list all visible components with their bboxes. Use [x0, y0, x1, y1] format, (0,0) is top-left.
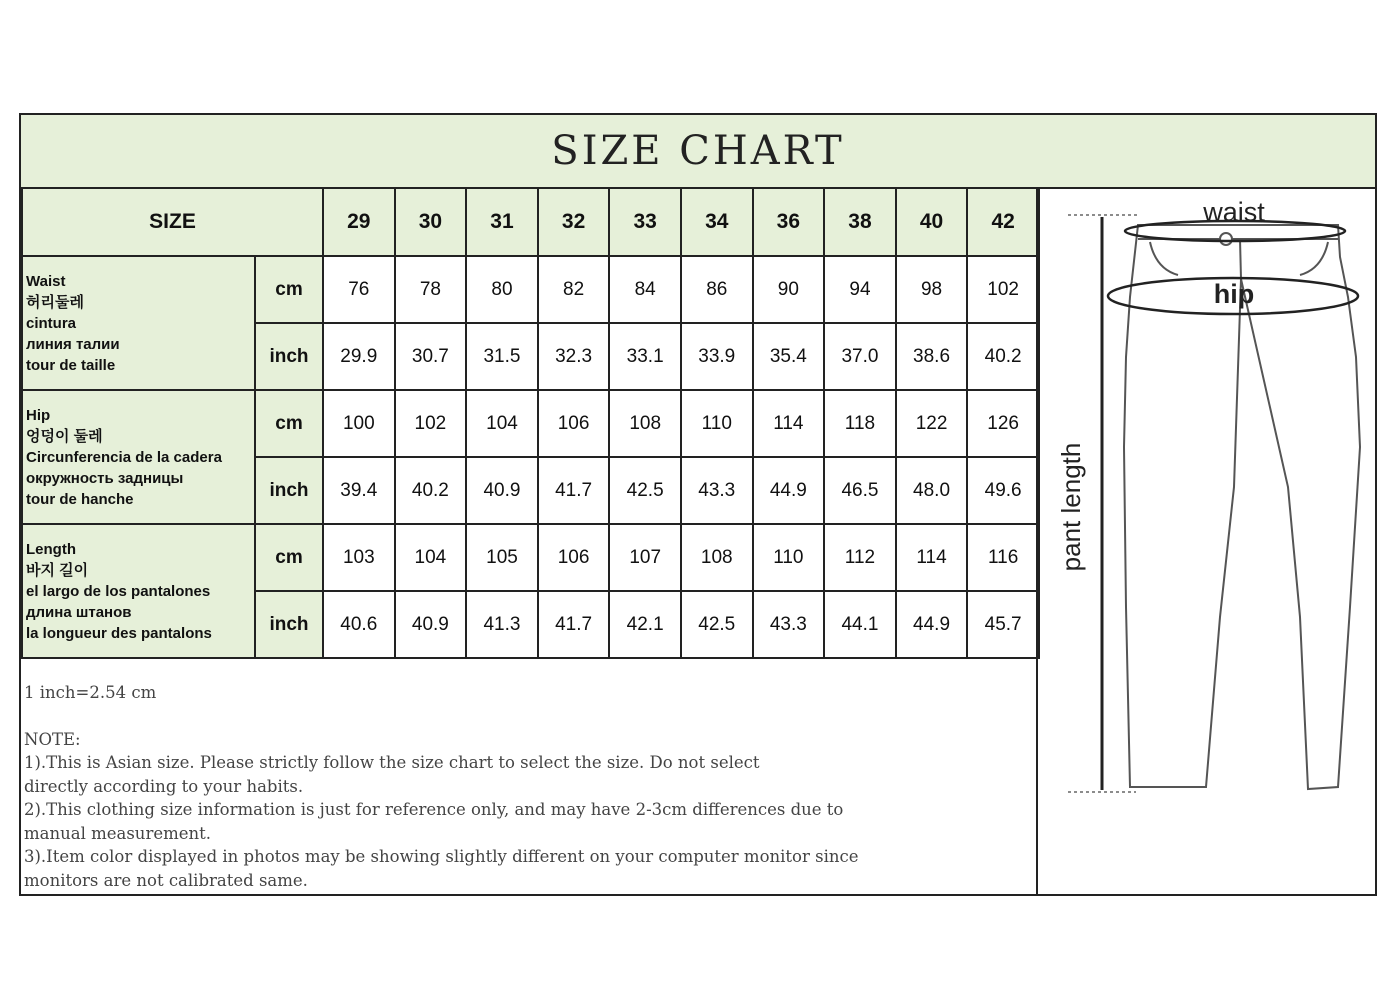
unit-cell: cm: [255, 524, 323, 591]
table-cell: 42.1: [609, 591, 681, 658]
table-cell: 43.3: [753, 591, 825, 658]
table-cell: 44.9: [753, 457, 825, 524]
size-column-header: 36: [753, 188, 825, 256]
table-cell: 41.7: [538, 591, 610, 658]
table-cell: 40.9: [395, 591, 467, 658]
table-cell: 46.5: [824, 457, 896, 524]
measurement-label-line: Circunferencia de la cadera: [26, 448, 222, 466]
unit-cell: cm: [255, 390, 323, 457]
measurement-label-line: Hip: [26, 406, 51, 424]
note-line: directly according to your habits.: [24, 776, 304, 796]
table-cell: 39.4: [323, 457, 395, 524]
waist-label: waist: [1203, 197, 1265, 227]
table-cell: 118: [824, 390, 896, 457]
table-cell: 122: [896, 390, 968, 457]
table-row: [22, 390, 1039, 457]
table-cell: 40.2: [967, 323, 1039, 390]
note-line: 1).This is Asian size. Please strictly follow the size chart to select the size. Do not select: [24, 753, 760, 772]
size-column-header: 40: [896, 188, 968, 256]
table-cell: 40.2: [395, 457, 467, 524]
table-cell: 45.7: [967, 591, 1039, 658]
measurement-label-line: tour de taille: [26, 356, 116, 374]
table-cell: 104: [395, 524, 467, 591]
note-line: 2).This clothing size information is just for reference only, and may have 2-3cm differences due to: [24, 800, 844, 819]
table-cell: 106: [538, 390, 610, 457]
notes-section: [21, 661, 1036, 892]
table-cell: 35.4: [753, 323, 825, 390]
note-line: monitors are not calibrated same.: [24, 870, 308, 890]
size-column-header: 33: [609, 188, 681, 256]
unit-cell: inch: [255, 457, 323, 524]
pants-illustration: [1038, 187, 1375, 894]
table-cell: 41.3: [466, 591, 538, 658]
table-cell: 105: [466, 524, 538, 591]
table-cell: 80: [466, 256, 538, 323]
unit-cell: inch: [255, 323, 323, 390]
table-cell: 102: [967, 256, 1039, 323]
table-cell: 32.3: [538, 323, 610, 390]
table-cell: 108: [609, 390, 681, 457]
table-cell: 42.5: [609, 457, 681, 524]
size-chart-frame: [19, 113, 1377, 896]
table-row: [22, 524, 1039, 591]
table-cell: 108: [681, 524, 753, 591]
table-cell: 37.0: [824, 323, 896, 390]
size-table: [21, 187, 1040, 659]
table-cell: 114: [753, 390, 825, 457]
table-cell: 41.7: [538, 457, 610, 524]
table-cell: 112: [824, 524, 896, 591]
measurement-label-line: 바지 길이: [26, 561, 89, 579]
measurement-label-line: tour de hanche: [26, 490, 134, 508]
table-cell: 82: [538, 256, 610, 323]
table-cell: 110: [681, 390, 753, 457]
table-cell: 40.9: [466, 457, 538, 524]
size-column-header: 34: [681, 188, 753, 256]
button-icon: [1220, 233, 1232, 245]
measurement-label-line: окружность задницы: [26, 469, 184, 487]
table-cell: 90: [753, 256, 825, 323]
measurement-label: [22, 524, 255, 658]
table-cell: 103: [323, 524, 395, 591]
measurement-label-line: линия талии: [26, 335, 120, 353]
table-cell: 106: [538, 524, 610, 591]
measurement-label-line: la longueur des pantalons: [26, 624, 212, 642]
table-cell: 86: [681, 256, 753, 323]
title-bar: [21, 115, 1375, 189]
measurement-label-line: Waist: [26, 272, 66, 290]
table-cell: 107: [609, 524, 681, 591]
table-row: [22, 256, 1039, 323]
table-cell: 43.3: [681, 457, 753, 524]
table-cell: 94: [824, 256, 896, 323]
table-cell: 110: [753, 524, 825, 591]
table-cell: 102: [395, 390, 467, 457]
size-column-header: 31: [466, 188, 538, 256]
table-cell: 31.5: [466, 323, 538, 390]
table-cell: 30.7: [395, 323, 467, 390]
measurement-label-line: Length: [26, 540, 76, 558]
table-cell: 84: [609, 256, 681, 323]
measurement-label-line: 엉덩이 둘레: [26, 427, 103, 445]
table-cell: 78: [395, 256, 467, 323]
measurement-label: [22, 256, 255, 390]
hip-label: hip: [1213, 279, 1255, 309]
measurement-label-line: длина штанов: [26, 603, 132, 621]
table-cell: 44.1: [824, 591, 896, 658]
table-cell: 104: [466, 390, 538, 457]
table-cell: 38.6: [896, 323, 968, 390]
table-cell: 100: [323, 390, 395, 457]
table-cell: 126: [967, 390, 1039, 457]
table-cell: 33.9: [681, 323, 753, 390]
table-cell: 49.6: [967, 457, 1039, 524]
measurement-label-line: cintura: [26, 314, 77, 332]
table-cell: 33.1: [609, 323, 681, 390]
note-heading: NOTE:: [24, 729, 81, 749]
note-line: 3).Item color displayed in photos may be showing slightly different on your computer monitor since: [24, 847, 859, 866]
table-cell: 40.6: [323, 591, 395, 658]
table-cell: 48.0: [896, 457, 968, 524]
table-cell: 29.9: [323, 323, 395, 390]
pants-diagram: [1036, 187, 1375, 894]
measurement-label: [22, 390, 255, 524]
note-line: manual measurement.: [24, 823, 212, 843]
table-cell: 116: [967, 524, 1039, 591]
measurement-label-line: 허리둘레: [26, 293, 84, 311]
size-column-header: 42: [967, 188, 1039, 256]
table-cell: 42.5: [681, 591, 753, 658]
pant-length-label: pant length: [1056, 442, 1086, 572]
size-column-header: 32: [538, 188, 610, 256]
measurement-label-line: el largo de los pantalones: [26, 582, 211, 600]
table-cell: 98: [896, 256, 968, 323]
size-column-header: 30: [395, 188, 467, 256]
table-cell: 114: [896, 524, 968, 591]
table-cell: 44.9: [896, 591, 968, 658]
size-column-header: 29: [323, 188, 395, 256]
size-column-header: 38: [824, 188, 896, 256]
unit-cell: cm: [255, 256, 323, 323]
header-row: [22, 188, 1039, 256]
size-header: SIZE: [22, 188, 323, 256]
conversion-note: 1 inch=2.54 cm: [24, 683, 157, 702]
table-cell: 76: [323, 256, 395, 323]
page-title: SIZE CHART: [551, 128, 845, 174]
unit-cell: inch: [255, 591, 323, 658]
